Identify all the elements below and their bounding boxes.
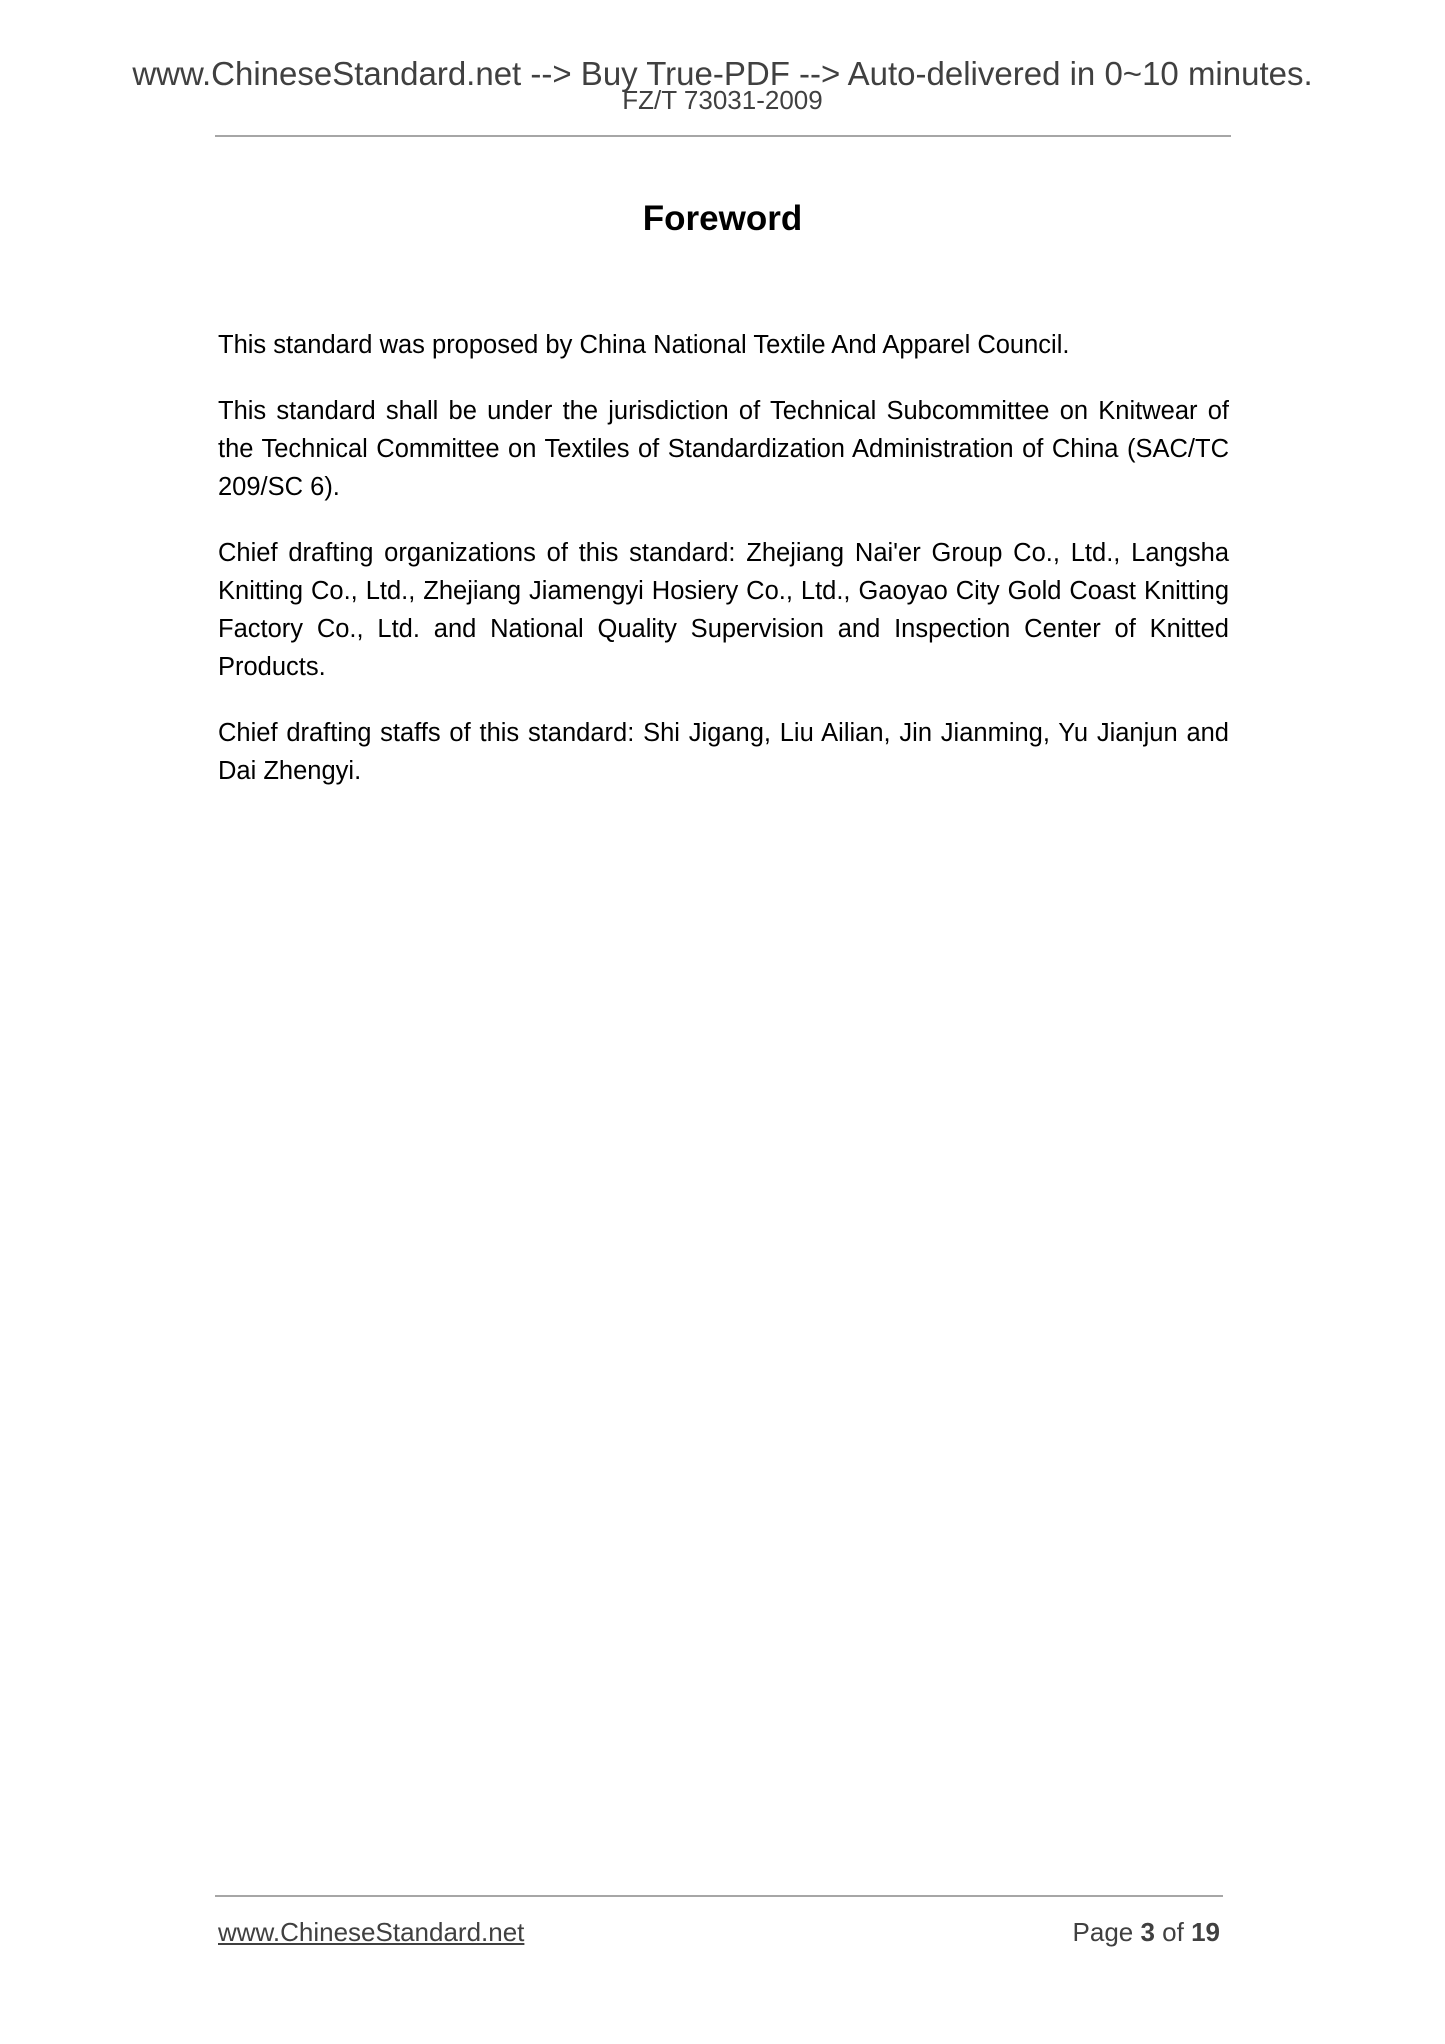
page-number-current: 3 — [1140, 1917, 1155, 1947]
page-number-total: 19 — [1191, 1917, 1220, 1947]
footer-divider — [215, 1895, 1223, 1897]
page-number-prefix: Page — [1072, 1917, 1141, 1947]
page-title: Foreword — [642, 199, 803, 238]
document-body — [218, 326, 1229, 818]
paragraph-drafting-organizations: Chief drafting organizations of this standard: Zhejiang Nai'er Group Co., Ltd., Langsha Knitting Co., Ltd., Zhejiang Jiamengyi Hosiery Co., Ltd., Gaoyao City Gold Coast Knitting Factory Co., Ltd. and National Quality Supervision and Inspection Center of Knitted Products. — [218, 539, 1229, 681]
paragraph-proposed-by: This standard was proposed by China National Textile And Apparel Council. — [218, 331, 1070, 359]
header-banner: www.ChineseStandard.net --> Buy True-PDF --> Auto-delivered in 0~10 minutes. — [132, 55, 1313, 92]
document-code: FZ/T 73031-2009 — [622, 85, 823, 115]
paragraph-drafting-staffs: Chief drafting staffs of this standard: Shi Jigang, Liu Ailian, Jin Jianming, Yu Jianjun and Dai Zhengyi. — [218, 719, 1229, 785]
paragraph-jurisdiction: This standard shall be under the jurisdiction of Technical Subcommittee on Knitwear of the Technical Committee on Textiles of Standardization Administration of China (SAC/TC 209/SC 6). — [218, 397, 1229, 501]
page-number — [1073, 1916, 1220, 1948]
footer-website-link[interactable]: www.ChineseStandard.net — [218, 1917, 525, 1947]
header-divider — [215, 135, 1231, 137]
page-number-of: of — [1154, 1917, 1192, 1947]
